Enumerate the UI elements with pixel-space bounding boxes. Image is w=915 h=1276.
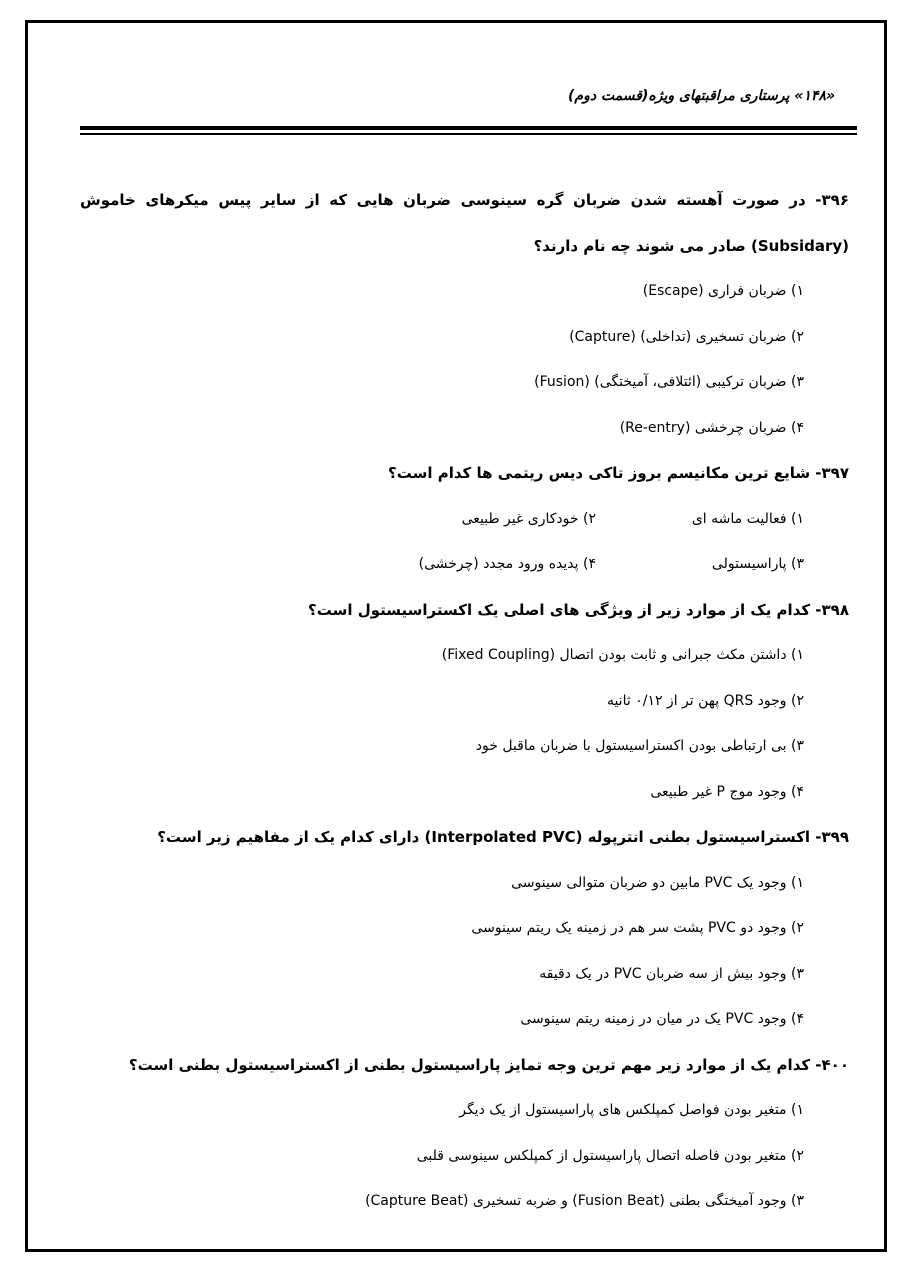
question-text: ۳۹۷- شایع ترین مکانیسم بروز تاکی دیس ریتمی ها کدام است؟ [388, 464, 849, 482]
option: ۳) ضربان ترکیبی (ائتلافی، آمیختگی) (Fusion) [534, 374, 804, 390]
option-row [80, 542, 849, 588]
option: ۱) وجود یک PVC مابین دو ضربان متوالی سینوسی [511, 874, 804, 891]
option: ۲) خودکاری غیر طبیعی [461, 510, 596, 527]
question-396 [80, 178, 849, 451]
question-text: (Subsidary) صادر می شوند چه نام دارند؟ [533, 236, 849, 255]
option: ۴) وجود PVC یک در میان در زمینه ریتم سینوسی [520, 1011, 804, 1027]
header-rule-thin [80, 133, 857, 135]
question-text: ۳۹۶- در صورت آهسته شدن ضربان گره سینوسی ضربان هایی که از سایر پیس میکرهای خاموش [80, 191, 849, 209]
question-397 [80, 451, 849, 588]
option: ۱) فعالیت ماشه ای [691, 510, 804, 527]
question-text: ۳۹۹- اکستراسیستول بطنی انترپوله (Interpolated PVC) دارای کدام یک از مفاهیم زیر است؟ [157, 828, 849, 846]
running-header: «۱۴۸» پرستاری مراقبتهای ویژه(قسمت دوم) [568, 88, 835, 104]
option: ۳) پاراسیستولی [711, 556, 804, 572]
question-398 [80, 588, 849, 816]
option: ۲) ضربان تسخیری (تداخلی) (Capture) [569, 328, 804, 345]
question-text: ۴۰۰- کدام یک از موارد زیر مهم ترین وجه تمایز پاراسیستول بطنی از اکستراسیستول بطنی است؟ [128, 1055, 849, 1074]
option: ۳) وجود بیش از سه ضربان PVC در یک دقیقه [539, 965, 804, 982]
option: ۳) بی ارتباطی بودن اکستراسیستول با ضربان ماقبل خود [475, 738, 804, 754]
option: ۳) وجود آمیختگی بطنی (Fusion Beat) و ضربه تسخیری (Capture Beat) [365, 1193, 804, 1209]
option: ۱) ضربان فراری (Escape) [642, 283, 804, 299]
option: ۲) وجود دو PVC پشت سر هم در زمینه یک ریتم سینوسی [471, 920, 804, 936]
option: ۱) متغیر بودن فواصل کمپلکس های پاراسیستول از یک دیگر [459, 1102, 804, 1118]
option: ۴) وجود موج P غیر طبیعی [650, 783, 804, 800]
option: ۲) متغیر بودن فاصله اتصال پاراسیستول از کمپلکس سینوسی قلبی [416, 1147, 804, 1164]
option: ۲) وجود QRS پهن تر از ۰/۱۲ ثانیه [606, 692, 804, 709]
option: ۱) داشتن مکث جبرانی و ثابت بودن اتصال (Fixed Coupling) [441, 647, 804, 663]
header-rule-thick [80, 126, 857, 130]
option: ۴) پدیده ورود مجدد (چرخشی) [418, 556, 596, 572]
question-text: ۳۹۸- کدام یک از موارد زیر از ویژگی های اصلی یک اکستراسیستول است؟ [308, 600, 849, 619]
question-400 [80, 1043, 849, 1225]
option: ۴) ضربان چرخشی (Re-entry) [619, 419, 804, 436]
option-row [80, 497, 849, 543]
questions-body [80, 178, 849, 1225]
question-399 [80, 815, 849, 1043]
